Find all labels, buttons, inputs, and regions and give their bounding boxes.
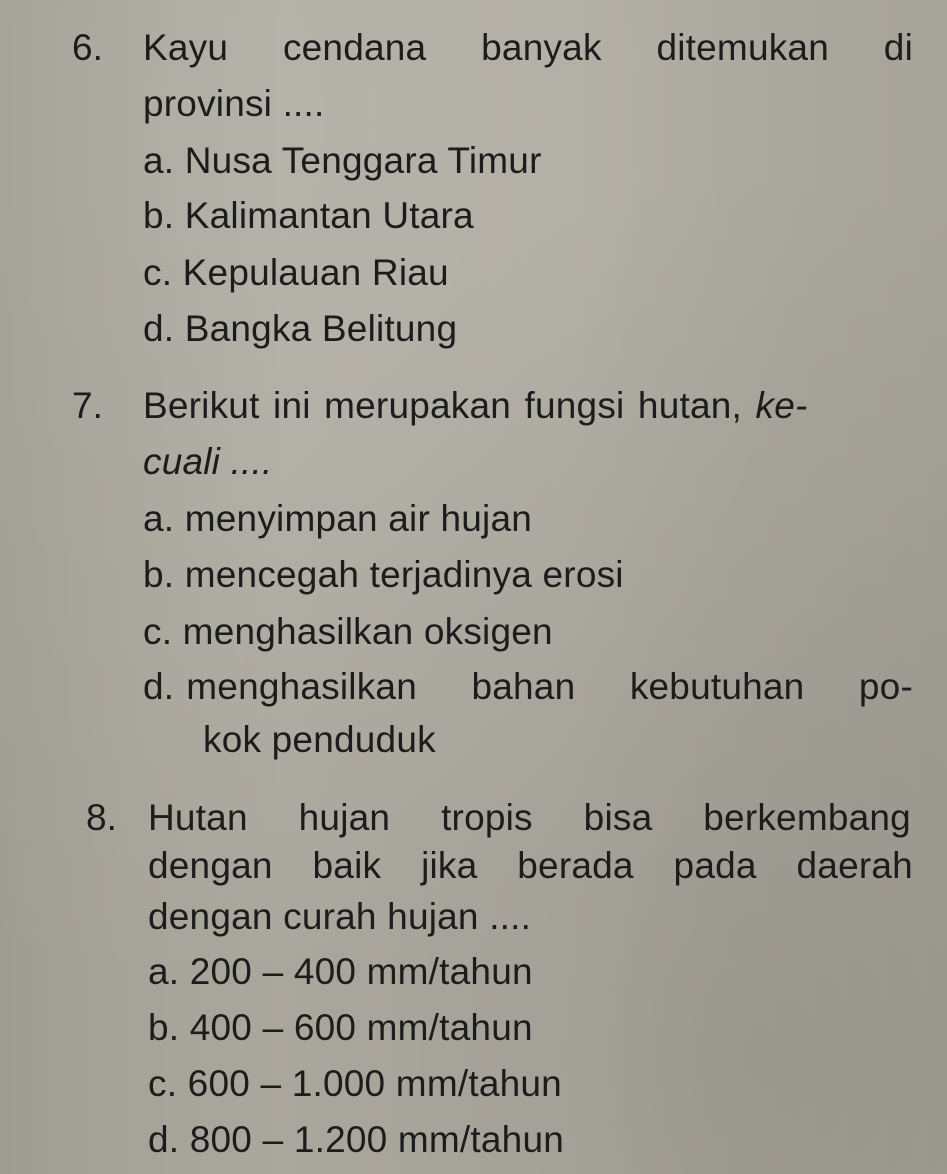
question-8-option-b xyxy=(148,1006,533,1050)
question-8-option-a xyxy=(148,950,533,994)
question-6-option-a xyxy=(143,139,542,183)
question-7-option-a xyxy=(143,497,532,541)
word: daerah xyxy=(796,845,913,886)
option-letter: b. xyxy=(143,554,175,595)
option-text: menyimpan air hujan xyxy=(184,498,533,539)
option-letter: a. xyxy=(148,951,180,992)
option-letter: c. xyxy=(148,1063,178,1104)
question-6-stem-line-1 xyxy=(143,26,913,70)
word: dengan xyxy=(148,845,273,886)
question-7-stem-line-1 xyxy=(143,384,913,428)
word: jika xyxy=(421,845,478,886)
question-7-number: 7. xyxy=(72,385,103,426)
option-text: Kalimantan Utara xyxy=(184,195,474,236)
word: cendana xyxy=(282,27,427,68)
option-text: Nusa Tenggara Timur xyxy=(184,140,542,181)
option-text: menghasilkan oksigen xyxy=(182,611,553,652)
word: di xyxy=(883,27,913,68)
option-letter: c. xyxy=(143,611,173,652)
word: Hutan xyxy=(148,797,248,838)
question-6-option-c xyxy=(143,251,449,295)
word: pada xyxy=(673,845,757,886)
word: hujan xyxy=(298,797,391,838)
option-letter: d. xyxy=(143,666,175,707)
question-7-option-b xyxy=(143,553,624,597)
word: banyak xyxy=(481,27,602,68)
word: baik xyxy=(312,845,382,886)
option-text: 200 – 400 mm/tahun xyxy=(189,951,533,992)
option-text: Bangka Belitung xyxy=(184,308,458,349)
option-letter: d. xyxy=(143,308,175,349)
option-text-line-1 xyxy=(186,665,913,709)
question-6-option-d xyxy=(143,307,457,351)
question-6-option-b xyxy=(143,194,474,238)
option-letter: b. xyxy=(148,1007,180,1048)
option-text: mencegah terjadinya erosi xyxy=(184,554,624,595)
question-7-stem-line-2: cuali .... xyxy=(143,441,273,482)
question-6-number: 6. xyxy=(72,27,103,68)
word: ditemukan xyxy=(656,27,829,68)
stem-hyphenated-word: ke- xyxy=(755,385,808,426)
word: Kayu xyxy=(143,27,229,68)
question-6-stem-line-2: provinsi .... xyxy=(143,83,325,124)
word: bisa xyxy=(583,797,653,838)
option-text: Kepulauan Riau xyxy=(182,252,449,293)
question-8-stem-line-3: dengan curah hujan .... xyxy=(148,896,532,937)
option-letter: d. xyxy=(148,1119,180,1160)
question-8-option-d xyxy=(148,1118,564,1162)
option-letter: a. xyxy=(143,140,175,181)
option-letter: a. xyxy=(143,498,175,539)
word: kebutuhan xyxy=(629,666,805,707)
question-8-number: 8. xyxy=(86,797,117,838)
word: tropis xyxy=(441,797,533,838)
word: menghasilkan xyxy=(186,666,417,707)
word: berkembang xyxy=(703,797,911,838)
stem-text: Berikut ini merupakan fungsi hutan, xyxy=(143,385,743,426)
option-text: 800 – 1.200 mm/tahun xyxy=(189,1119,565,1160)
option-letter: c. xyxy=(143,252,173,293)
question-7-option-d-line-2: kok penduduk xyxy=(203,719,436,760)
question-8-stem-line-1 xyxy=(148,796,911,840)
option-text: 600 – 1.000 mm/tahun xyxy=(187,1063,562,1104)
word: po- xyxy=(858,666,913,707)
question-7-option-c xyxy=(143,610,553,654)
option-letter: b. xyxy=(143,195,175,236)
option-text: 400 – 600 mm/tahun xyxy=(189,1007,533,1048)
question-8-option-c xyxy=(148,1062,562,1106)
question-7-option-d xyxy=(143,665,913,709)
question-8-stem-line-2 xyxy=(148,844,913,888)
word: berada xyxy=(517,845,634,886)
word: bahan xyxy=(471,666,576,707)
